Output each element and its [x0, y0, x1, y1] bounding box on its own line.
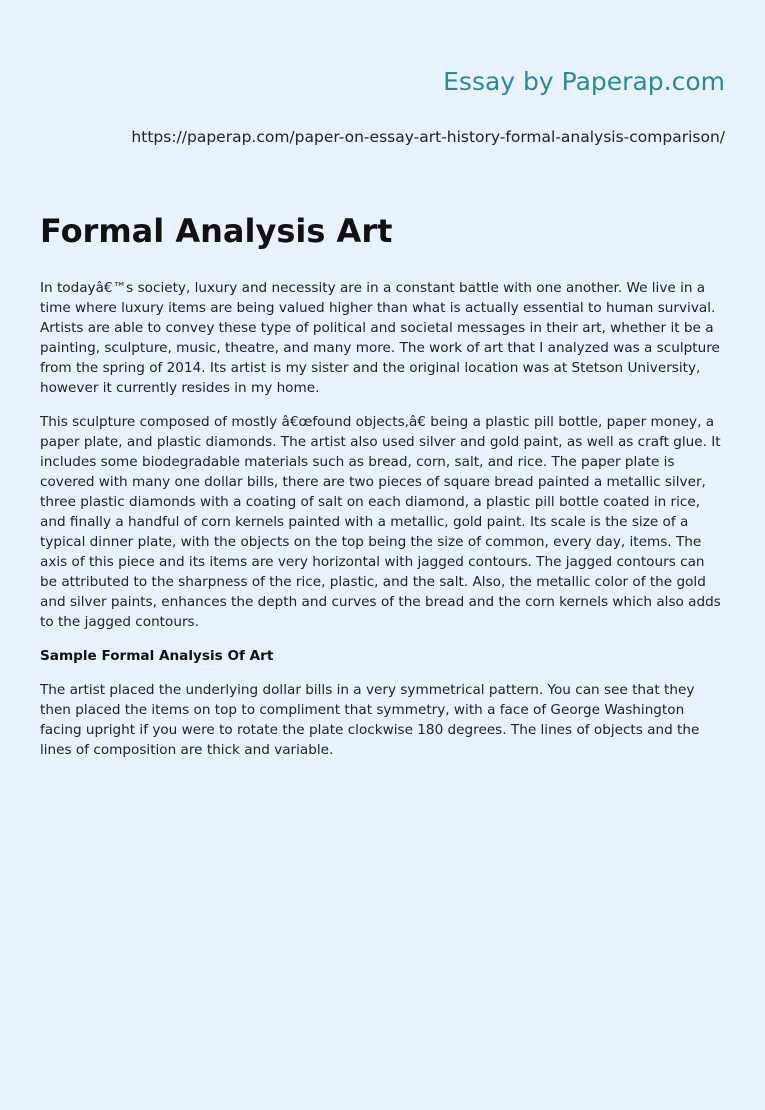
paragraph: In todayâ€™s society, luxury and necessity are in a constant battle with one another. We live in a time where luxury items are being valued higher than what is actually essential to human survival. Artists are able to convey these type of political and societal messages in their art, whether it be a painting, sculpture, music, theatre, and many more. The work of art that I analyzed was a sculpture from the spring of 2014. Its artist is my sister and the original location was at Stetson University, however it currently resides in my home. — [40, 280, 720, 396]
source-url[interactable]: https://paperap.com/paper-on-essay-art-history-formal-analysis-comparison/ — [131, 128, 725, 146]
paragraph: This sculpture composed of mostly â€œfound objects,â€ being a plastic pill bottle, paper money, a paper plate, and plastic diamonds. The artist also used silver and gold paint, as well as craft glue. It includes some biodegradable materials such as bread, corn, salt, and rice. The paper plate is covered with many one dollar bills, there are two pieces of square bread painted a metallic silver, three plastic diamonds with a coating of salt on each diamond, a plastic pill bottle coated in rice, and finally a handful of corn kernels painted with a metallic, gold paint. Its scale is the size of a typical dinner plate, with the objects on the top being the size of common, every day, items. The axis of this piece and its items are very horizontal with jagged contours. The jagged contours can be attributed to the sharpness of the rice, plastic, and the salt. Also, the metallic color of the gold and silver paints, enhances the depth and curves of the bread and the corn kernels which also adds to the jagged contours. — [40, 414, 721, 630]
section-heading: Sample Formal Analysis Of Art — [40, 648, 274, 664]
site-brand[interactable]: Essay by Paperap.com — [443, 67, 725, 96]
page-title: Formal Analysis Art — [40, 212, 393, 250]
paragraph: The artist placed the underlying dollar bills in a very symmetrical pattern. You can see that they then placed the items on top to compliment that symmetry, with a face of George Washington facing upright if you were to rotate the plate clockwise 180 degrees. The lines of objects and the lines of composition are thick and variable. — [40, 682, 700, 758]
article-body — [40, 278, 725, 760]
